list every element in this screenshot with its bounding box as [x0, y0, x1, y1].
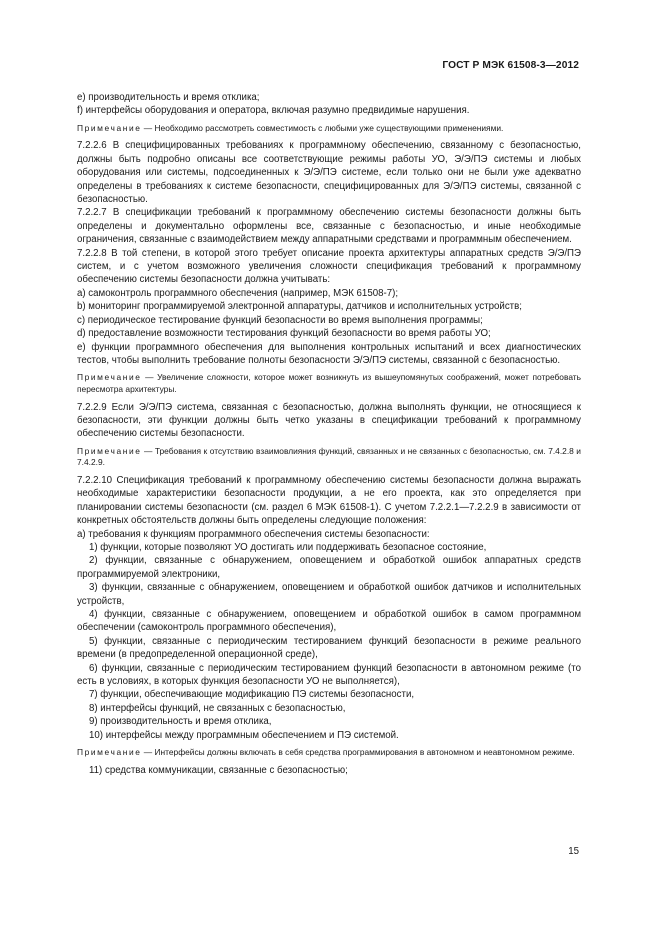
note-text: — Интерфейсы должны включать в себя средства программирования в автономном и неавтономном режиме. — [141, 747, 575, 758]
list-item: a) требования к функциям программного обеспечения системы безопасности: — [77, 528, 430, 540]
clause-paragraph: 7.2.2.6 В специфицированных требованиях к программному обеспечению, связанному с безопасностью, должны быть подробно описаны все соответствующие режимы работы УО, Э/Э/ПЭ системы и любых оборудования или системы, подсоединенных к Э/Э/ПЭ системе, если только они не были уже адекватно определены в требованиях к системе безопасности, специфицированных для Э/Э/ПЭ системы, связанной с безопасностью. — [77, 140, 581, 206]
clause-paragraph: e) функции программного обеспечения для выполнения контрольных испытаний и всех диагностических тестов, чтобы выполнить требование полноты безопасности Э/Э/ПЭ системы, связанной с безопасностью. — [77, 341, 581, 366]
list-item: 4) функции, связанные с обнаружением, оповещением и обработкой ошибок в самом программном обеспечении (самоконтроль программного обеспечения), — [77, 608, 581, 634]
note-paragraph — [77, 446, 581, 469]
list-item: 1) функции, которые позволяют УО достигать или поддерживать безопасное состояние, — [89, 541, 487, 553]
list-item: 10) интерфейсы между программным обеспечением и ПЭ системой. — [89, 729, 399, 741]
note-label: Примечание — [77, 372, 142, 383]
clause-paragraph: 7.2.2.10 Спецификация требований к программному обеспечению системы безопасности должна выражать необходимые характеристики безопасности продукции, а не его проекта, как это определяется при планировании системы безопасности (см. раздел 6 МЭК 61508-1). С учетом 7.2.2.1—7.2.2.9 в зависимости от конкретных обстоятельств должны быть определены следующие положения: — [77, 474, 581, 527]
list-item: 5) функции, связанные с периодическим тестированием функций безопасности в режиме реального времени (в предопределенной операционной среде), — [77, 635, 581, 661]
list-item: e) производительность и время отклика; — [77, 92, 260, 103]
list-item: 7) функции, обеспечивающие модификацию ПЭ системы безопасности, — [89, 689, 415, 701]
list-item: 6) функции, связанные с периодическим тестированием функций безопасности в автономном режиме (то есть в условиях, в которых функция безопасности УО не выполняется), — [77, 662, 581, 687]
list-item: c) периодическое тестирование функций безопасности во время выполнения программы; — [77, 314, 483, 326]
standard-header: ГОСТ Р МЭК 61508-3—2012 — [442, 60, 579, 71]
list-item: 11) средства коммуникации, связанные с безопасностью; — [89, 764, 348, 776]
note-paragraph — [77, 123, 581, 135]
list-item: 3) функции, связанные с обнаружением, оповещением и обработкой ошибок датчиков и исполнительных устройств, — [77, 582, 581, 607]
note-text: — Необходимо рассмотреть совместимость с любыми уже существующими применениями. — [141, 122, 504, 133]
list-item: f) интерфейсы оборудования и оператора, включая разумно предвидимые нарушения. — [77, 105, 470, 117]
document-body — [77, 91, 581, 777]
note-label: Примечание — [77, 747, 142, 758]
note-text: — Увеличение сложности, которое может возникнуть из вышеупомянутых соображений, может потребовать пересмотра архитектуры. — [77, 372, 581, 394]
page-number: 15 — [568, 846, 579, 857]
list-item: 2) функции, связанные с обнаружением, оповещением и обработкой ошибок аппаратных средств программируемой электроники, — [77, 555, 581, 580]
list-item: a) самоконтроль программного обеспечения (например, МЭК 61508-7); — [77, 287, 399, 299]
note-label: Примечание — [77, 122, 142, 133]
clause-paragraph: 7.2.2.8 В той степени, в которой этого требует описание проекта архитектуры аппаратных средств Э/Э/ПЭ систем, и с учетом возможного увеличения сложности спецификация требований к программному обеспечению системы безопасности должна учитывать: — [77, 247, 581, 286]
list-item: 8) интерфейсы функций, не связанных с безопасностью, — [89, 702, 346, 714]
list-item: d) предоставление возможности тестирования функций безопасности во время работы УО; — [77, 328, 491, 340]
clause-paragraph: 7.2.2.9 Если Э/Э/ПЭ система, связанная с безопасностью, должна выполнять функции, не относящиеся к безопасности, эти функции должны быть четко указаны в спецификации требований к программному обеспечению системы безопасности. — [77, 401, 581, 440]
note-paragraph — [77, 747, 581, 759]
note-paragraph — [77, 372, 581, 395]
note-text: — Требования к отсутствию взаимовлияния функций, связанных и не связанных с безопасностью, см. 7.4.2.8 и 7.4.2.9. — [77, 445, 581, 468]
list-item: b) мониторинг программируемой электронной аппаратуры, датчиков и исполнительных устройств; — [77, 301, 522, 313]
clause-paragraph: 7.2.2.7 В спецификации требований к программному обеспечению системы безопасности должны быть определены и документально оформлены все, связанные с безопасностью, и иные необходимые ограничения, связанные с взаимодействием между аппаратными средствами и программным обеспечением. — [77, 207, 581, 246]
note-label: Примечание — [77, 445, 142, 456]
list-item: 9) производительность и время отклика, — [89, 716, 272, 728]
